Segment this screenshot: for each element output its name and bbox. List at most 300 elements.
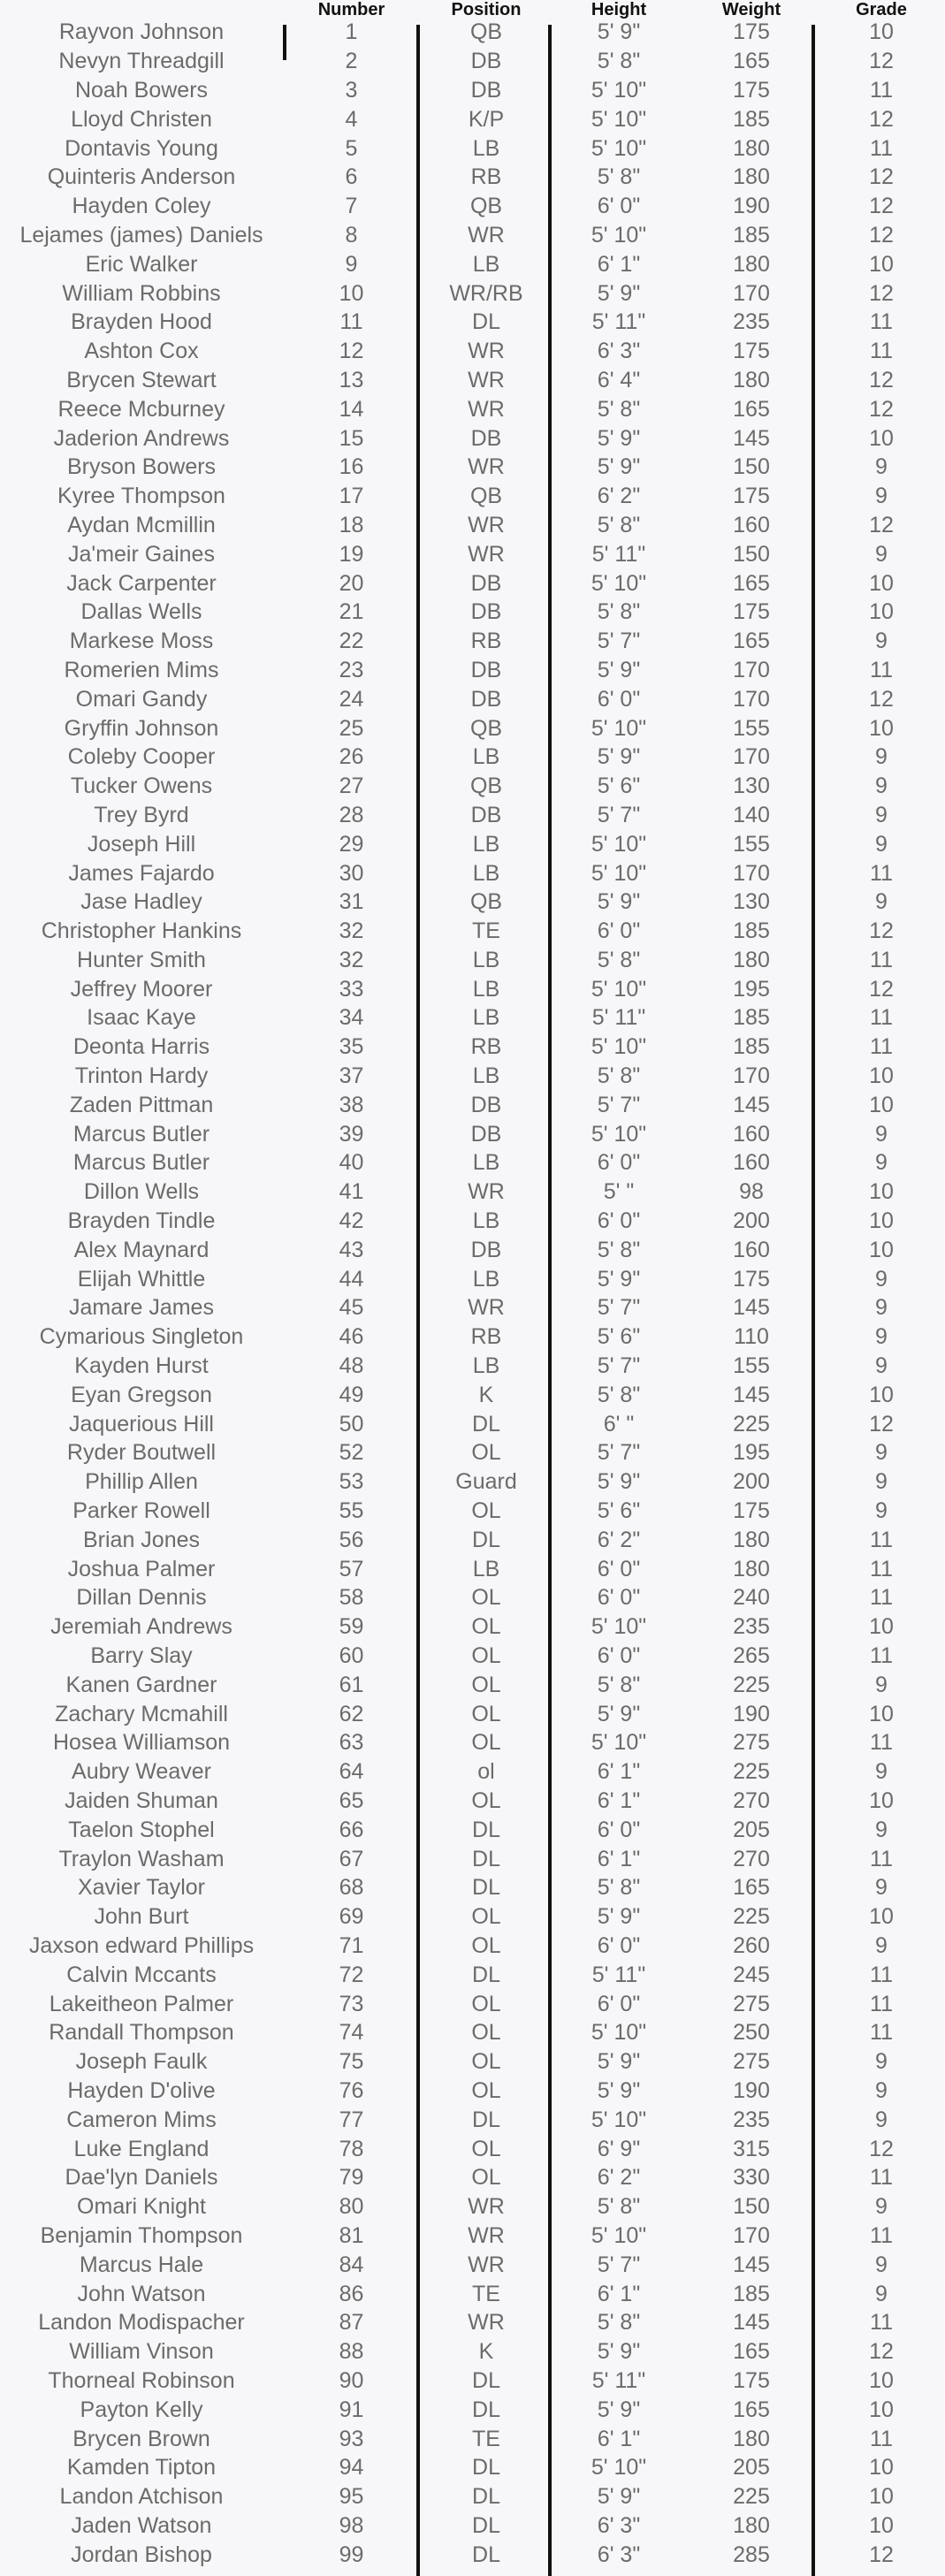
cell-grade: 12	[869, 106, 894, 132]
table-row	[0, 1409, 945, 1438]
cell-grade: 10	[869, 19, 894, 45]
cell-grade: 11	[870, 2426, 893, 2451]
header-position: Position	[420, 0, 553, 18]
cell-grade: 10	[869, 2367, 894, 2393]
cell-name: Jordan Bishop	[71, 2542, 212, 2567]
cell-number: 24	[339, 686, 364, 712]
cell-grade: 10	[869, 2484, 894, 2510]
table-row	[0, 598, 945, 627]
cell-grade: 12	[869, 367, 894, 392]
cell-name: Dillan Dennis	[76, 1585, 207, 1611]
cell-position: DL	[472, 2397, 500, 2422]
cell-number: 68	[339, 1875, 364, 1901]
cell-number: 46	[339, 1324, 364, 1350]
cell-weight: 145	[733, 425, 770, 451]
cell-height: 6' 0"	[597, 1556, 641, 1581]
cell-grade: 12	[869, 686, 894, 712]
cell-height: 6' 0"	[597, 1991, 641, 2016]
cell-height: 5' 7"	[597, 1092, 641, 1117]
cell-position: OL	[471, 1730, 501, 1756]
cell-name: Joshua Palmer	[67, 1556, 216, 1581]
cell-grade: 9	[875, 1932, 888, 1958]
cell-name: Reece Mcburney	[57, 396, 225, 422]
cell-grade: 10	[869, 715, 894, 741]
cell-name: Gryffin Johnson	[64, 715, 219, 741]
table-row	[0, 1815, 945, 1844]
cell-name: Jamare James	[69, 1295, 214, 1321]
cell-grade: 9	[875, 1440, 888, 1466]
cell-height: 5' 6"	[597, 1498, 641, 1524]
cell-weight: 190	[733, 2077, 770, 2103]
cell-position: DB	[470, 686, 502, 712]
cell-number: 1	[345, 19, 358, 45]
table-row	[0, 2395, 945, 2424]
cell-name: Lloyd Christen	[71, 106, 212, 132]
cell-height: 6' 1"	[597, 251, 641, 277]
cell-grade: 9	[875, 2077, 888, 2103]
cell-name: Marcus Butler	[72, 1150, 210, 1176]
cell-name: Payton Kelly	[80, 2397, 203, 2422]
header-number: Number	[283, 0, 420, 18]
cell-name: Parker Rowell	[72, 1498, 210, 1524]
cell-position: WR	[468, 2310, 505, 2336]
cell-number: 67	[339, 1846, 364, 1871]
column-divider	[416, 25, 420, 2576]
cell-position: LB	[472, 251, 500, 277]
cell-number: 15	[339, 425, 364, 451]
table-row	[0, 1642, 945, 1671]
cell-weight: 170	[733, 280, 770, 306]
cell-height: 6' 9"	[597, 2136, 641, 2161]
table-row	[0, 1033, 945, 1062]
cell-number: 98	[339, 2512, 364, 2538]
table-row	[0, 423, 945, 453]
cell-weight: 225	[733, 1759, 770, 1785]
cell-number: 45	[339, 1295, 364, 1321]
cell-height: 5' 9"	[597, 2049, 641, 2075]
cell-position: ol	[477, 1759, 495, 1785]
cell-grade: 10	[869, 425, 894, 451]
cell-name: Jeffrey Moorer	[70, 976, 213, 1002]
table-row	[0, 1932, 945, 1961]
table-row	[0, 1467, 945, 1497]
table-row	[0, 2222, 945, 2251]
table-row	[0, 2453, 945, 2482]
cell-height: 5' 7"	[597, 1295, 641, 1321]
cell-name: Dallas Wells	[80, 599, 202, 625]
table-row	[0, 1380, 945, 1409]
cell-name: Jaderion Andrews	[53, 425, 230, 451]
cell-position: WR	[468, 222, 505, 248]
cell-position: DL	[472, 2484, 500, 2510]
cell-name: Elijah Whittle	[77, 1266, 206, 1292]
cell-number: 22	[339, 629, 364, 654]
cell-name: Kamden Tipton	[66, 2455, 217, 2481]
cell-number: 33	[339, 976, 364, 1002]
table-row	[0, 1989, 945, 2018]
cell-weight: 200	[733, 1208, 770, 1234]
cell-grade: 12	[869, 2339, 894, 2365]
cell-position: DL	[472, 2367, 500, 2393]
cell-number: 79	[339, 2165, 364, 2191]
cell-grade: 10	[869, 2512, 894, 2538]
cell-number: 87	[339, 2310, 364, 2336]
cell-number: 60	[339, 1643, 364, 1669]
cell-position: DL	[472, 1817, 500, 1842]
table-row	[0, 1699, 945, 1728]
cell-height: 5' 11"	[591, 1005, 646, 1031]
cell-name: Rayvon Johnson	[58, 19, 225, 45]
cell-name: Deonta Harris	[72, 1034, 210, 1060]
header-weight: Weight	[685, 0, 818, 18]
cell-grade: 9	[875, 1353, 888, 1379]
cell-position: DL	[472, 1411, 500, 1437]
cell-weight: 330	[733, 2165, 770, 2191]
cell-height: 5' 10"	[591, 1614, 647, 1640]
cell-weight: 205	[733, 1817, 770, 1842]
cell-weight: 175	[733, 1266, 770, 1292]
cell-weight: 165	[733, 49, 770, 74]
cell-position: OL	[471, 1585, 501, 1611]
cell-number: 7	[345, 194, 358, 219]
table-row	[0, 946, 945, 975]
cell-name: John Watson	[77, 2281, 206, 2306]
cell-weight: 235	[733, 2107, 770, 2132]
cell-height: 5' "	[603, 1179, 635, 1205]
cell-name: Landon Modispacher	[38, 2310, 245, 2336]
cell-number: 81	[339, 2222, 364, 2248]
cell-name: Eric Walker	[85, 251, 198, 277]
cell-weight: 165	[733, 570, 770, 596]
column-divider	[812, 25, 815, 2576]
cell-number: 28	[339, 802, 364, 827]
cell-number: 90	[339, 2367, 364, 2393]
cell-position: RB	[470, 629, 502, 654]
table-row	[0, 2482, 945, 2511]
cell-position: WR	[468, 396, 505, 422]
cell-grade: 9	[875, 1817, 888, 1842]
cell-name: Ryder Boutwell	[66, 1440, 217, 1466]
cell-number: 35	[339, 1034, 364, 1060]
cell-position: OL	[471, 1498, 501, 1524]
cell-name: Benjamin Thompson	[40, 2222, 243, 2248]
cell-position: LB	[472, 860, 500, 886]
cell-number: 32	[339, 947, 364, 972]
cell-number: 43	[339, 1237, 364, 1262]
cell-name: Bryson Bowers	[66, 454, 217, 480]
cell-position: DL	[472, 1846, 500, 1871]
cell-name: Joseph Hill	[87, 831, 196, 857]
cell-height: 6' 4"	[597, 367, 641, 392]
header-row	[0, 0, 945, 18]
cell-position: K	[478, 2339, 494, 2365]
cell-weight: 265	[733, 1643, 770, 1669]
cell-height: 5' 9"	[597, 19, 641, 45]
cell-height: 6' 3"	[597, 2542, 641, 2567]
cell-name: Omari Gandy	[75, 686, 208, 712]
cell-position: DB	[470, 1092, 502, 1117]
cell-grade: 10	[869, 1237, 894, 1262]
cell-height: 6' 3"	[597, 2512, 641, 2538]
cell-position: DB	[470, 802, 502, 827]
cell-grade: 11	[870, 1846, 893, 1871]
cell-weight: 150	[733, 454, 770, 480]
cell-name: Jaden Watson	[71, 2512, 212, 2538]
cell-weight: 180	[733, 2426, 770, 2451]
cell-position: WR	[468, 339, 505, 364]
cell-grade: 9	[875, 1759, 888, 1785]
cell-position: LB	[472, 976, 500, 1002]
table-row	[0, 1148, 945, 1177]
cell-name: Dillon Wells	[83, 1179, 200, 1205]
cell-name: Alex Maynard	[73, 1237, 210, 1262]
cell-position: OL	[471, 1643, 501, 1669]
table-row	[0, 1787, 945, 1816]
cell-height: 5' 10"	[591, 106, 647, 132]
cell-height: 6' 2"	[597, 2165, 641, 2191]
cell-height: 5' 11"	[591, 2367, 646, 2393]
cell-number: 74	[339, 2020, 364, 2046]
cell-name: Markese Moss	[69, 629, 214, 654]
cell-weight: 225	[733, 2484, 770, 2510]
cell-height: 6' 0"	[597, 918, 641, 944]
cell-weight: 180	[733, 367, 770, 392]
cell-number: 4	[345, 106, 358, 132]
table-row	[0, 627, 945, 656]
cell-height: 5' 8"	[597, 599, 641, 625]
cell-number: 27	[339, 774, 364, 799]
cell-name: Brayden Tindle	[67, 1208, 216, 1234]
table-row	[0, 18, 945, 47]
cell-height: 5' 8"	[597, 49, 641, 74]
cell-height: 6' 0"	[597, 1585, 641, 1611]
cell-grade: 10	[869, 599, 894, 625]
cell-position: DL	[472, 2512, 500, 2538]
table-row	[0, 829, 945, 858]
table-row	[0, 2279, 945, 2308]
cell-name: James Fajardo	[68, 860, 215, 886]
cell-weight: 200	[733, 1469, 770, 1495]
cell-weight: 275	[733, 1730, 770, 1756]
cell-position: DB	[470, 570, 502, 596]
cell-height: 6' 0"	[597, 1643, 641, 1669]
cell-weight: 160	[733, 1121, 770, 1147]
cell-grade: 10	[869, 251, 894, 277]
cell-height: 5' 10"	[591, 2222, 647, 2248]
cell-position: WR	[468, 512, 505, 537]
cell-number: 18	[339, 512, 364, 537]
cell-weight: 165	[733, 2339, 770, 2365]
cell-grade: 9	[875, 1121, 888, 1147]
cell-grade: 9	[875, 484, 888, 509]
table-row	[0, 1757, 945, 1787]
cell-grade: 11	[870, 1962, 893, 1987]
cell-grade: 9	[875, 831, 888, 857]
cell-weight: 195	[733, 976, 770, 1002]
cell-height: 5' 9"	[597, 744, 641, 770]
cell-number: 17	[339, 484, 364, 509]
cell-height: 5' 11"	[591, 541, 646, 567]
cell-position: LB	[472, 1208, 500, 1234]
cell-grade: 9	[875, 541, 888, 567]
cell-name: Randall Thompson	[49, 2020, 234, 2046]
table-row	[0, 2047, 945, 2077]
cell-weight: 245	[733, 1962, 770, 1987]
table-row	[0, 1525, 945, 1554]
cell-position: LB	[472, 1063, 500, 1089]
cell-grade: 11	[870, 1991, 893, 2016]
cell-name: Barry Slay	[90, 1643, 193, 1669]
cell-position: DB	[470, 49, 502, 74]
cell-weight: 140	[733, 802, 770, 827]
cell-height: 5' 7"	[597, 802, 641, 827]
cell-height: 6' 0"	[597, 1150, 641, 1176]
cell-height: 5' 10"	[591, 222, 647, 248]
table-row	[0, 888, 945, 917]
cell-grade: 10	[869, 1701, 894, 1726]
cell-grade: 12	[869, 2136, 894, 2161]
cell-name: Brayden Hood	[71, 309, 212, 335]
cell-number: 94	[339, 2455, 364, 2481]
cell-grade: 12	[869, 194, 894, 219]
cell-name: Omari Knight	[77, 2194, 206, 2220]
cell-grade: 11	[870, 657, 893, 682]
cell-name: Dontavis Young	[65, 135, 218, 161]
cell-grade: 11	[870, 2310, 893, 2336]
cell-grade: 10	[869, 1614, 894, 1640]
cell-number: 30	[339, 860, 364, 886]
cell-height: 5' 8"	[597, 2194, 641, 2220]
cell-number: 25	[339, 715, 364, 741]
table-row	[0, 713, 945, 743]
cell-number: 64	[339, 1759, 364, 1785]
cell-number: 8	[345, 222, 358, 248]
cell-height: 5' 9"	[597, 454, 641, 480]
cell-number: 40	[339, 1150, 364, 1176]
cell-grade: 9	[875, 1266, 888, 1292]
cell-number: 50	[339, 1411, 364, 1437]
cell-position: DB	[470, 599, 502, 625]
cell-position: WR	[468, 541, 505, 567]
table-row	[0, 858, 945, 888]
table-row	[0, 1873, 945, 1902]
cell-grade: 9	[875, 2194, 888, 2220]
cell-name: Jack Carpenter	[66, 570, 217, 596]
cell-position: DL	[472, 2542, 500, 2567]
cell-number: 58	[339, 1585, 364, 1611]
cell-name: Trey Byrd	[94, 802, 189, 827]
cell-weight: 145	[733, 1092, 770, 1117]
table-row	[0, 2077, 945, 2106]
table-row	[0, 656, 945, 685]
cell-weight: 180	[733, 164, 770, 190]
cell-grade: 11	[870, 1585, 893, 1611]
cell-number: 80	[339, 2194, 364, 2220]
cell-grade: 9	[875, 889, 888, 915]
cell-grade: 9	[875, 802, 888, 827]
cell-weight: 185	[733, 222, 770, 248]
cell-height: 5' 9"	[597, 1469, 641, 1495]
cell-weight: 170	[733, 686, 770, 712]
cell-weight: 185	[733, 1034, 770, 1060]
cell-grade: 9	[875, 1150, 888, 1176]
cell-number: 56	[339, 1527, 364, 1552]
cell-weight: 165	[733, 1875, 770, 1901]
cell-name: Ashton Cox	[84, 339, 199, 364]
table-row	[0, 278, 945, 308]
cell-grade: 9	[875, 774, 888, 799]
table-row	[0, 133, 945, 163]
table-row	[0, 1119, 945, 1148]
cell-grade: 10	[869, 1063, 894, 1089]
cell-weight: 225	[733, 1672, 770, 1697]
cell-weight: 175	[733, 599, 770, 625]
cell-grade: 11	[870, 2020, 893, 2046]
cell-number: 91	[339, 2397, 364, 2422]
cell-weight: 150	[733, 541, 770, 567]
cell-grade: 9	[875, 1469, 888, 1495]
table-row	[0, 366, 945, 395]
cell-position: LB	[472, 135, 500, 161]
cell-name: Eyan Gregson	[71, 1382, 212, 1407]
cell-weight: 165	[733, 2397, 770, 2422]
table-row	[0, 1902, 945, 1932]
cell-number: 41	[339, 1179, 364, 1205]
cell-height: 6' 0"	[597, 194, 641, 219]
table-row	[0, 511, 945, 540]
cell-grade: 9	[875, 454, 888, 480]
cell-grade: 11	[870, 2222, 893, 2248]
cell-height: 5' 7"	[597, 1353, 641, 1379]
cell-grade: 12	[869, 396, 894, 422]
cell-weight: 170	[733, 1063, 770, 1089]
cell-grade: 12	[869, 2542, 894, 2567]
cell-number: 57	[339, 1556, 364, 1581]
cell-height: 6' 2"	[597, 1527, 641, 1552]
cell-name: Traylon Washam	[58, 1846, 225, 1871]
cell-number: 37	[339, 1063, 364, 1089]
cell-height: 5' 8"	[597, 2310, 641, 2336]
cell-position: OL	[471, 2136, 501, 2161]
cell-number: 88	[339, 2339, 364, 2365]
cell-grade: 11	[870, 1730, 893, 1756]
cell-position: Guard	[455, 1469, 517, 1495]
cell-name: Hayden Coley	[72, 194, 211, 219]
table-row	[0, 1497, 945, 1526]
cell-height: 5' 9"	[597, 1266, 641, 1292]
cell-position: QB	[469, 715, 503, 741]
cell-position: OL	[471, 1932, 501, 1958]
cell-number: 34	[339, 1005, 364, 1031]
cell-name: Dae'lyn Daniels	[65, 2165, 218, 2191]
cell-grade: 11	[870, 1005, 893, 1031]
cell-height: 6' 1"	[597, 2426, 641, 2451]
cell-number: 6	[345, 164, 358, 190]
cell-grade: 10	[869, 1208, 894, 1234]
cell-position: OL	[471, 2049, 501, 2075]
table-row	[0, 2366, 945, 2396]
cell-height: 5' 6"	[597, 774, 641, 799]
cell-name: Marcus Hale	[79, 2252, 204, 2277]
header-grade: Grade	[818, 0, 945, 18]
cell-position: DB	[470, 1237, 502, 1262]
cell-name: Kayden Hurst	[74, 1353, 209, 1379]
cell-height: 5' 9"	[597, 657, 641, 682]
cell-position: K	[478, 1382, 494, 1407]
cell-position: QB	[469, 889, 503, 915]
cell-height: 5' 7"	[597, 629, 641, 654]
cell-grade: 9	[875, 1672, 888, 1697]
